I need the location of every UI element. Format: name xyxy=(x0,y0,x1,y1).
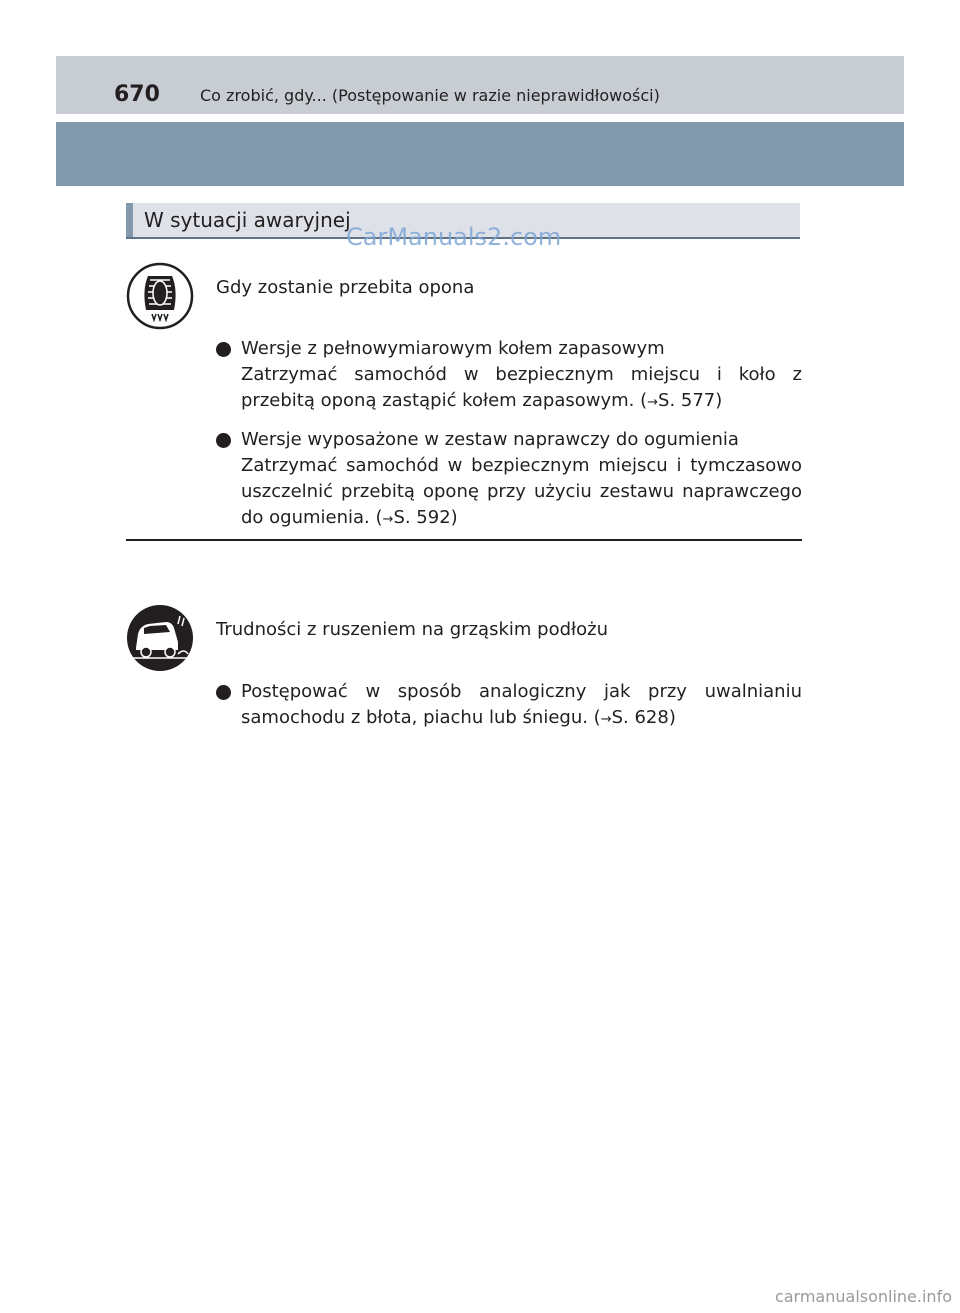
bullet-icon xyxy=(216,685,231,700)
header-band xyxy=(56,122,904,186)
arrow-right-icon: → xyxy=(647,395,659,410)
bullet-icon xyxy=(216,342,231,357)
arrow-right-icon: → xyxy=(600,712,612,727)
item-title-flat-tire: Gdy zostanie przebita opona xyxy=(216,277,475,298)
bullet-full-size-spare xyxy=(216,336,802,416)
footer-watermark: carmanualsonline.info xyxy=(774,1287,952,1306)
bullet-body: Zatrzymać samochód w bezpiecznym miejscu i tymczasowo uszczelnić przebitą oponę przy użyciu zestawu naprawczego do ogumienia. (→S. 592) xyxy=(241,455,802,528)
watermark-text: CarManuals2.com xyxy=(346,223,562,251)
arrow-right-icon: → xyxy=(382,512,394,527)
running-title: Co zrobić, gdy... (Postępowanie w razie nieprawidłowości) xyxy=(200,86,660,105)
bullet-repair-kit xyxy=(216,427,802,533)
flat-tire-icon xyxy=(126,262,194,330)
page-reference-link[interactable]: S. 628) xyxy=(611,707,676,728)
bullet-icon xyxy=(216,433,231,448)
bullet-body: Postępować w sposób analogiczny jak przy uwalnianiu samochodu z błota, piachu lub śniegu. (→S. 628) xyxy=(241,681,802,728)
section-bar-accent xyxy=(126,203,133,237)
bullet-heading: Wersje wyposażone w zestaw naprawczy do ogumienia xyxy=(241,429,739,450)
page-reference-link[interactable]: S. 577) xyxy=(658,390,723,411)
page-number: 670 xyxy=(114,82,160,107)
bullet-free-vehicle xyxy=(216,679,802,733)
bullet-heading: Wersje z pełnowymiarowym kołem zapasowym xyxy=(241,338,665,359)
section-divider xyxy=(126,539,802,541)
page-reference-link[interactable]: S. 592) xyxy=(393,507,458,528)
stuck-car-icon xyxy=(126,604,194,672)
bullet-body: Zatrzymać samochód w bezpiecznym miejscu i koło z przebitą oponą zastąpić kołem zapasowym. (→S. 577) xyxy=(241,364,802,411)
item-title-stuck: Trudności z ruszeniem na grząskim podłożu xyxy=(216,619,608,640)
section-title: W sytuacji awaryjnej xyxy=(144,208,351,232)
